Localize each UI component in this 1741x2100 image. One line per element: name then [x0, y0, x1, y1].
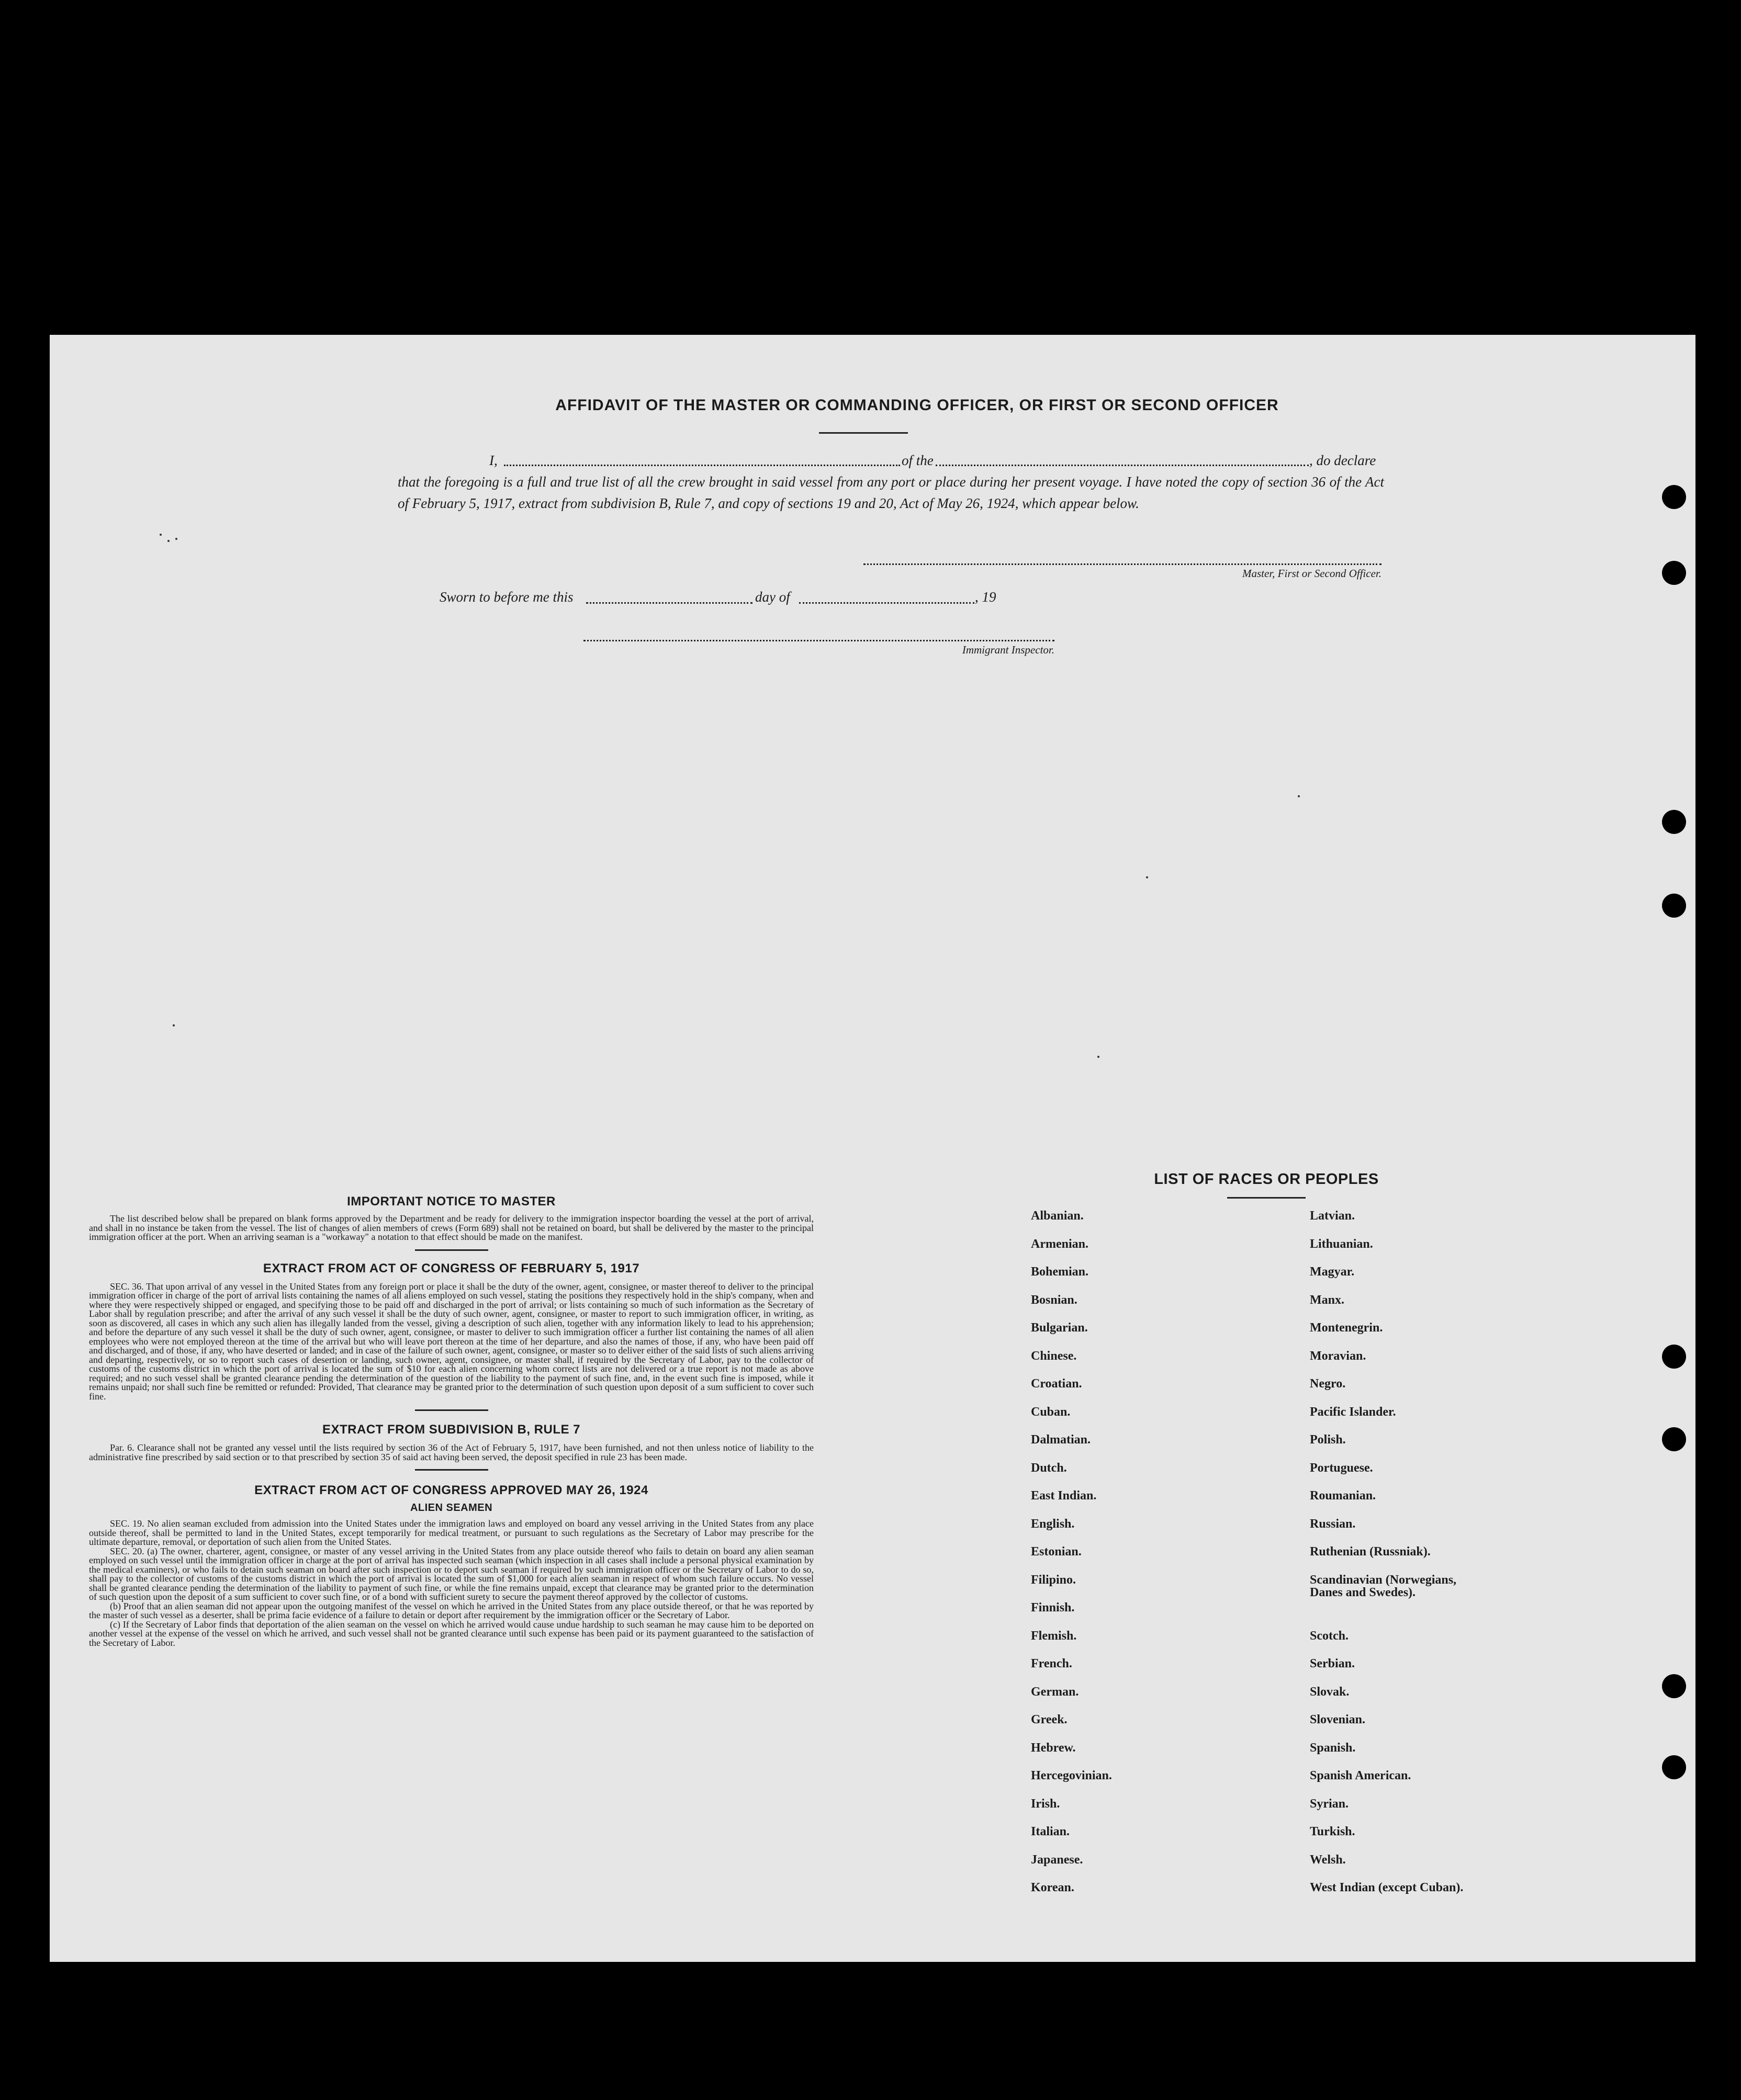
inspector-signature-label: Immigrant Inspector. — [962, 643, 1054, 656]
sec19-text: SEC. 19. No alien seaman excluded from admission into the United States under the immigration laws and employed on board any vessel arriving in the United States from any place outside thereof, shall be permitted to land in the United States, except temporarily for medical treatment, or pursuant to such regulations as the Secretary of Labor may prescribe for the ultimate departure, removal, or deportation of such alien from the United States. — [89, 1518, 814, 1547]
race-item: Dutch. — [1031, 1461, 1067, 1475]
binder-hole — [1662, 810, 1686, 834]
race-item: Korean. — [1031, 1881, 1074, 1894]
inspector-signature-line[interactable] — [583, 640, 1054, 641]
extract-1917-text: SEC. 36. That upon arrival of any vessel in the United States from any foreign port or place it shall be the duty of the owner, agent, consignee, or master thereof to deliver to the principal immigration officer in charge of the port of arrival lists containing the names of all aliens employed on such vessel, stating the positions they respectively hold in the ship's company, when and where they were respectively shipped or engaged, and specifying those to be paid off and discharged in the port of arrival; or lists containing so much of such information as the Secretary of Labor shall by regulation prescribe; and after the arrival of any such vessel it shall be the duty of such owner, agent, consignee, or master to report to such immigration officer, in writing, as soon as discovered, all cases in which any such alien has illegally landed from the vessel, giving a description of such alien, together with any information likely to lead to his apprehension; and before the departure of any such vessel it shall be the duty of such owner, agent, consignee, or master to deliver to such immigration officer a further list containing the names of all alien employees who were not employed thereon at the time of the arrival but who will leave port thereon at the time of her departure, and also the names of those, if any, who have been paid off and discharged, and of those, if any, who have deserted or landed; and in case of the failure of such owner, agent, consignee, or master so to deliver either of the said lists of such aliens arriving and departing, respectively, or so to report such cases of desertion or landing, such owner, agent, consignee, or master shall, if required by the Secretary of Labor, pay to the collector of customs of the customs district in which the port of arrival is located the sum of $10 for each alien concerning whom correct lists are not delivered or a true report is not made as above required; and no such vessel shall be granted clearance pending the determination of the question of the liability to the payment of such fine, and, in the event such fine is imposed, while it remains unpaid; nor shall such fine be remitted or refunded: Provided, That clearance may be granted prior to the determination of such question upon deposit of a sum sufficient to cover such fine. — [89, 1281, 814, 1402]
binder-hole — [1662, 561, 1686, 585]
race-item: Bulgarian. — [1031, 1321, 1088, 1335]
extract-1924-title: EXTRACT FROM ACT OF CONGRESS APPROVED MAY 26, 1924 — [254, 1483, 648, 1497]
race-item: Irish. — [1031, 1797, 1060, 1811]
sec20a-text: SEC. 20. (a) The owner, charterer, agent, consignee, or master of any vessel arriving in the United States from any place outside thereof who fails to detain on board any alien seaman employed on such vessel until the immigration officer in charge at the port of arrival has inspected such seaman (which inspection in all cases shall include a personal physical examination by the medical examiners), or who fails to detain such seaman on board after such inspection or to deport such seaman if required by such immigration officer or the Secretary of Labor to do so, shall pay to the collector of customs of the customs district in which the port of arrival is located the sum of $1,000 for each alien seaman in respect of whom such failure occurs. No vessel shall be granted clearance pending the determination of the liability to payment of such fine, or while the fine remains unpaid, except that clearance may be granted prior to the determination of such question upon the deposit of a sum sufficient to cover such fine, or of a bond with sufficient surety to secure the payment thereof approved by the collector of customs. — [89, 1545, 814, 1602]
scan-speck — [160, 534, 162, 536]
notice-rule — [415, 1249, 488, 1251]
races-right-column — [1310, 1210, 1582, 1910]
race-item: Ruthenian (Russniak). — [1310, 1545, 1431, 1559]
race-item: Albanian. — [1031, 1209, 1084, 1223]
of-the-label: of the — [902, 453, 934, 468]
race-item: Scotch. — [1310, 1629, 1349, 1643]
race-item: Negro. — [1310, 1377, 1346, 1391]
binder-hole — [1662, 894, 1686, 918]
sec20c-text: (c) If the Secretary of Labor finds that deportation of the alien seaman on the vessel on which he arrived would cause undue hardship to such seaman he may cause him to be deported on another vessel at the expense of the vessel on which he arrived, and such vessel shall not be granted clearance until such expense has been paid or its payment guaranteed to the satisfaction of the Secretary of Labor. — [89, 1619, 814, 1648]
race-item: Bohemian. — [1031, 1265, 1089, 1279]
extract-1917-title: EXTRACT FROM ACT OF CONGRESS OF FEBRUARY 5, 1917 — [263, 1261, 640, 1275]
race-item: Cuban. — [1031, 1405, 1071, 1419]
race-item: Bosnian. — [1031, 1293, 1077, 1307]
year-label: , 19 — [975, 589, 996, 605]
sworn-day-blank[interactable] — [586, 602, 752, 604]
name-blank[interactable] — [504, 465, 900, 466]
master-signature-line[interactable] — [863, 563, 1381, 565]
race-item: Manx. — [1310, 1293, 1344, 1307]
rule7-rule — [415, 1469, 488, 1471]
scan-speck — [1097, 1056, 1099, 1058]
race-item: Lithuanian. — [1310, 1237, 1373, 1251]
notice-title: IMPORTANT NOTICE TO MASTER — [347, 1194, 556, 1209]
race-item: Syrian. — [1310, 1797, 1349, 1811]
race-item: Slovak. — [1310, 1685, 1350, 1699]
race-item: East Indian. — [1031, 1489, 1097, 1503]
race-item: Estonian. — [1031, 1545, 1082, 1559]
day-of-label: day of — [755, 589, 790, 605]
scan-speck — [1298, 795, 1300, 797]
race-item: English. — [1031, 1517, 1075, 1531]
do-declare-label: , do declare — [1309, 453, 1376, 468]
notice-column — [89, 1194, 814, 1647]
race-item: Welsh. — [1310, 1853, 1346, 1867]
race-item: Chinese. — [1031, 1349, 1077, 1363]
races-title-rule — [1227, 1197, 1306, 1199]
binder-hole — [1662, 1755, 1686, 1779]
scan-speck — [1146, 876, 1148, 878]
rule7-text: Par. 6. Clearance shall not be granted any vessel until the lists required by section 36 of the Act of February 5, 1917, have been furnished, and not then unless notice of liability to the administrative fine prescribed by said section or to that prescribed by section 35 of said act having been served, the deposit specified in rule 23 has been made. — [89, 1442, 814, 1462]
race-item: Magyar. — [1310, 1265, 1355, 1279]
race-item: Latvian. — [1310, 1209, 1355, 1223]
sworn-label: Sworn to before me this — [440, 589, 574, 605]
race-item: Greek. — [1031, 1713, 1068, 1726]
scan-speck — [173, 1024, 175, 1026]
race-item: German. — [1031, 1685, 1079, 1699]
extract-1917-rule — [415, 1409, 488, 1411]
affidavit-body — [398, 450, 1384, 514]
races-title: LIST OF RACES OR PEOPLES — [1154, 1171, 1379, 1188]
scan-speck — [175, 538, 177, 540]
declaration-line — [398, 450, 1384, 471]
race-item: Montenegrin. — [1310, 1321, 1383, 1335]
document-page — [50, 335, 1695, 1962]
title-rule — [819, 432, 908, 434]
alien-seamen-subtitle: ALIEN SEAMEN — [410, 1502, 493, 1514]
master-signature-label: Master, First or Second Officer. — [1242, 567, 1381, 580]
race-item: Roumanian. — [1310, 1489, 1376, 1503]
race-item: Turkish. — [1310, 1825, 1355, 1838]
rule7-title: EXTRACT FROM SUBDIVISION B, RULE 7 — [322, 1422, 581, 1437]
race-item: Flemish. — [1031, 1629, 1077, 1643]
race-item: West Indian (except Cuban). — [1310, 1881, 1464, 1894]
race-item: Moravian. — [1310, 1349, 1366, 1363]
binder-hole — [1662, 485, 1686, 509]
scan-speck — [167, 540, 170, 542]
race-item: Italian. — [1031, 1825, 1070, 1838]
race-item: Portuguese. — [1310, 1461, 1373, 1475]
race-item: Armenian. — [1031, 1237, 1088, 1251]
race-item: Slovenian. — [1310, 1713, 1366, 1726]
binder-hole — [1662, 1674, 1686, 1698]
race-item: Hebrew. — [1031, 1741, 1076, 1755]
race-item: Polish. — [1310, 1433, 1346, 1447]
race-item: Scandinavian (Norwegians, Danes and Swedes). — [1310, 1573, 1457, 1599]
binder-hole — [1662, 1345, 1686, 1369]
race-item: Filipino. — [1031, 1573, 1076, 1587]
declaration-text: that the foregoing is a full and true list of all the crew brought in said vessel from any port or place during her present voyage. I have noted the copy of section 36 of the Act of February 5, 1917, extract from subdivision B, Rule 7, and copy of sections 19 and 20, Act of May 26, 1924, which appear below. — [398, 474, 1384, 511]
race-item: Spanish. — [1310, 1741, 1356, 1755]
race-item: Croatian. — [1031, 1377, 1082, 1391]
sec20b-text: (b) Proof that an alien seaman did not appear upon the outgoing manifest of the vessel on which he arrived in the United States from any place outside thereof, or that he was reported by the master of such vessel as a deserter, shall be prima facie evidence of a failure to detain or deport after requirement by the immigration officer or the Secretary of Labor. — [89, 1600, 814, 1620]
races-left-column — [1031, 1210, 1303, 1910]
race-item: Dalmatian. — [1031, 1433, 1091, 1447]
vessel-blank[interactable] — [936, 465, 1309, 466]
affidavit-title: AFFIDAVIT OF THE MASTER OR COMMANDING OFFICER, OR FIRST OR SECOND OFFICER — [555, 397, 1279, 414]
race-item: Spanish American. — [1310, 1769, 1411, 1782]
race-item: Serbian. — [1310, 1657, 1355, 1670]
race-item: French. — [1031, 1657, 1072, 1670]
race-item: Pacific Islander. — [1310, 1405, 1396, 1419]
sworn-month-blank[interactable] — [799, 602, 974, 604]
race-item: Japanese. — [1031, 1853, 1083, 1867]
i-label: I, — [489, 453, 498, 468]
race-item: Finnish. — [1031, 1601, 1075, 1614]
binder-hole — [1662, 1427, 1686, 1451]
race-item: Hercegovinian. — [1031, 1769, 1112, 1782]
notice-text: The list described below shall be prepared on blank forms approved by the Department and be ready for delivery to the immigration inspector boarding the vessel at the port of arrival, and shall in no instance be taken from the vessel. The list of changes of alien members of crews (Form 689) shall not be retained on board, but shall be delivered by the master to the principal immigration officer at the port. When an arriving seaman is a "workaway" a notation to that effect should be made on the manifest. — [89, 1213, 814, 1242]
race-item: Russian. — [1310, 1517, 1356, 1531]
